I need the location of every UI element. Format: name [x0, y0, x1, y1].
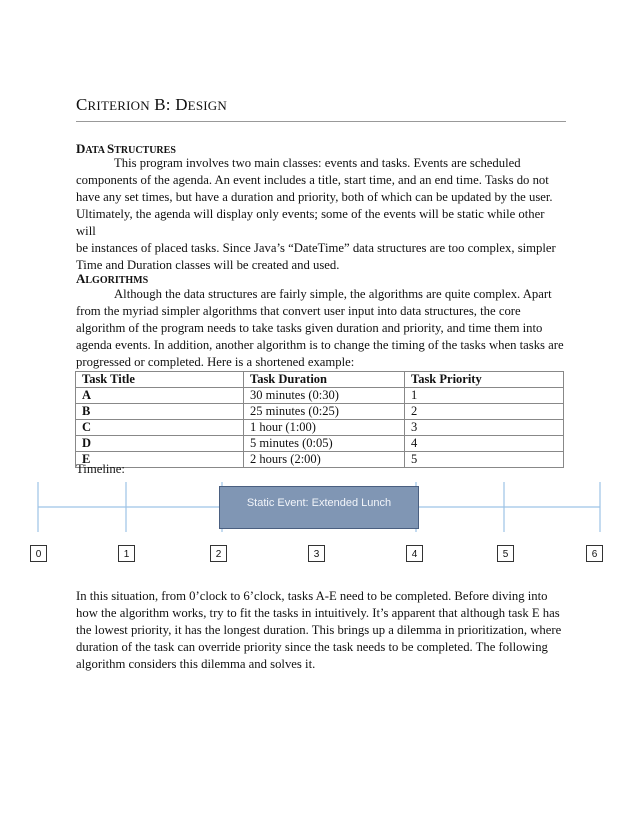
paragraph-line: algorithm considers this dilemma and solves it. [76, 657, 316, 671]
timeline-hour-label: 6 [586, 545, 603, 562]
column-header: Task Priority [405, 372, 564, 388]
algorithms-paragraph [76, 286, 564, 371]
closing-paragraph [76, 588, 564, 673]
section-heading-data-structures: DATA STRUCTURES [76, 141, 176, 156]
paragraph-line: the lowest priority, it has the longest duration. This brings up a dilemma in prioritization, where [76, 623, 562, 637]
table-cell: E [76, 452, 244, 468]
table-cell: A [76, 388, 244, 404]
paragraph-line: Ultimately, the agenda will display only events; some of the events will be static while other will [76, 207, 545, 238]
timeline-hour-label: 5 [497, 545, 514, 562]
table-row [76, 404, 564, 420]
column-header: Task Duration [244, 372, 405, 388]
section-heading-algorithms: ALGORITHMS [76, 271, 149, 286]
table-row [76, 420, 564, 436]
paragraph-line: agenda events. In addition, another algorithm is to change the timing of the tasks when tasks are [76, 338, 564, 352]
table-cell: D [76, 436, 244, 452]
table-cell: 1 [405, 388, 564, 404]
table-header-row [76, 372, 564, 388]
table-cell: 2 hours (2:00) [244, 452, 405, 468]
table-cell: 3 [405, 420, 564, 436]
timeline-hour-label: 1 [118, 545, 135, 562]
paragraph-line: from the myriad simpler algorithms that convert user input into data structures, the core [76, 304, 521, 318]
table-cell: 4 [405, 436, 564, 452]
paragraph-line: progressed or completed. Here is a shortened example: [76, 355, 355, 369]
paragraph-line: In this situation, from 0’clock to 6’clock, tasks A-E need to be completed. Before diving into [76, 589, 548, 603]
paragraph-line: algorithm of the program needs to take tasks given duration and priority, and time them into [76, 321, 543, 335]
table-cell: C [76, 420, 244, 436]
paragraph-line: be instances of placed tasks. Since Java’s “DateTime” data structures are too complex, simpler [76, 241, 556, 255]
paragraph-line: Time and Duration classes will be created and used. [76, 258, 340, 272]
table-row [76, 452, 564, 468]
table-row [76, 388, 564, 404]
table-cell: 2 [405, 404, 564, 420]
table-cell: 25 minutes (0:25) [244, 404, 405, 420]
table-cell: 5 [405, 452, 564, 468]
data-structures-paragraph [76, 155, 564, 274]
paragraph-line: Although the data structures are fairly simple, the algorithms are quite complex. Apart [114, 287, 552, 301]
paragraph-line: components of the agenda. An event includes a title, start time, and an end time. Tasks do not [76, 173, 549, 187]
static-event-block: Static Event: Extended Lunch [219, 486, 419, 529]
paragraph-line: how the algorithm works, try to fit the tasks in intuitively. It’s apparent that although task E has [76, 606, 560, 620]
table-cell: 5 minutes (0:05) [244, 436, 405, 452]
timeline-hour-label: 3 [308, 545, 325, 562]
paragraph-line: duration of the task can override priority since the task needs to be completed. The following [76, 640, 548, 654]
table-cell: B [76, 404, 244, 420]
task-table [75, 371, 564, 468]
paragraph-line: This program involves two main classes: events and tasks. Events are scheduled [114, 156, 521, 170]
timeline-hour-label: 2 [210, 545, 227, 562]
timeline-hour-label: 4 [406, 545, 423, 562]
paragraph-line: have any set times, but have a duration and priority, both of which can be updated by the user. [76, 190, 553, 204]
timeline-hour-label: 0 [30, 545, 47, 562]
table-cell: 30 minutes (0:30) [244, 388, 405, 404]
page-heading: CRITERION B: DESIGN [76, 95, 566, 122]
column-header: Task Title [76, 372, 244, 388]
table-cell: 1 hour (1:00) [244, 420, 405, 436]
timeline-label: Timeline: [76, 462, 125, 476]
table-row [76, 436, 564, 452]
